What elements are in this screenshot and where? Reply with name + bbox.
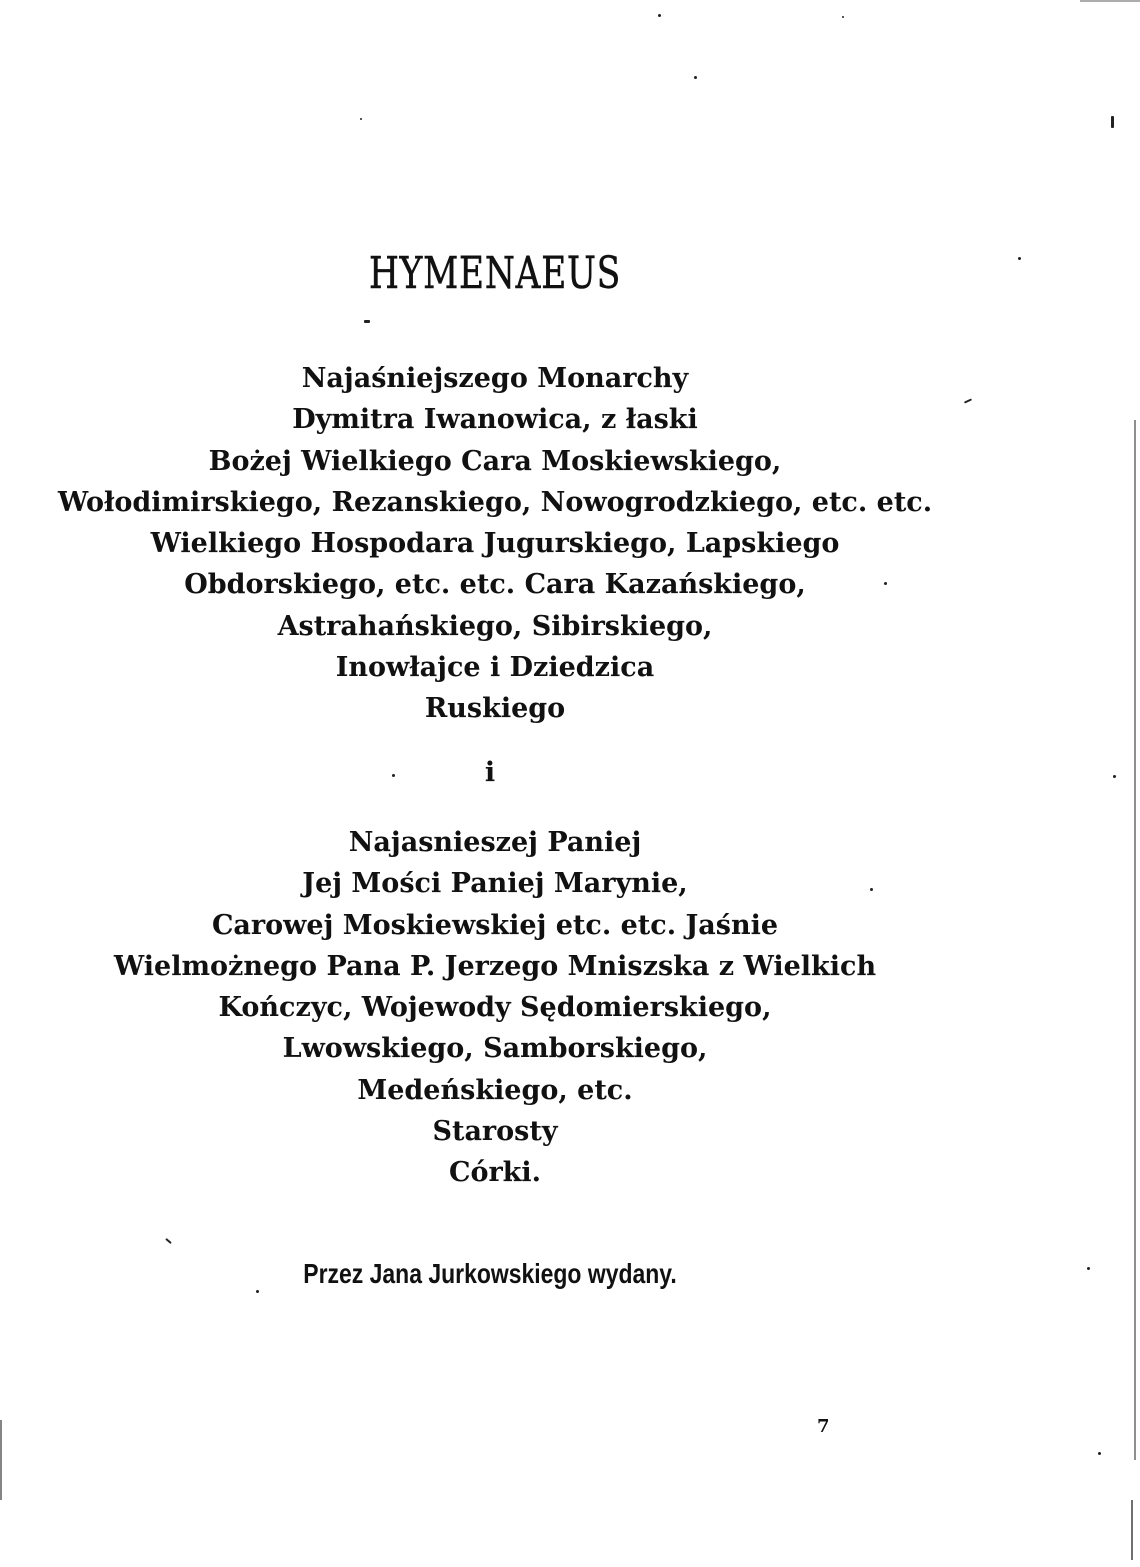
dedication-line: Dymitra Iwanowica, z łaski <box>292 404 698 436</box>
dedication-line: Lwowskiego, Samborskiego, <box>282 1033 708 1065</box>
dedication-line: Jej Mości Paniej Marynie, <box>302 868 688 900</box>
scan-speck <box>842 16 844 18</box>
scan-speck <box>360 118 362 120</box>
page-number: 7 <box>817 1416 830 1437</box>
dedication-line: Wielmożnego Pana P. Jerzego Mniszska z Wielkich <box>113 950 877 982</box>
dedication-line: Najasnieszej Paniej <box>348 827 642 858</box>
dedication-bride <box>0 822 990 1194</box>
dedication-line: Carowej Moskiewskiej etc. etc. Jaśnie <box>211 909 779 941</box>
scan-speck <box>1113 775 1116 778</box>
scan-edge-line <box>1131 1500 1133 1560</box>
scan-speck <box>1098 1452 1101 1455</box>
scan-speck <box>165 1238 172 1244</box>
scan-speck <box>870 888 873 891</box>
dedication-line: Wołodimirskiego, Rezanskiego, Nowogrodzkiego, etc. etc. <box>57 486 933 518</box>
scan-speck <box>364 320 370 323</box>
scan-speck <box>694 76 697 79</box>
dedication-line: Astrahańskiego, Sibirskiego, <box>277 610 713 642</box>
dedication-line: Wielkiego Hospodara Jugurskiego, Lapskiego <box>150 528 840 560</box>
conjunction: i <box>484 757 496 788</box>
scan-speck <box>1111 116 1114 128</box>
scan-speck <box>256 1290 259 1293</box>
scan-speck <box>658 14 661 17</box>
scan-edge-line <box>1134 420 1136 1460</box>
dedication-line: Inowłajce i Dziedzica <box>335 652 655 684</box>
publisher-credit: Przez Jana Jurkowskiego wydany. <box>303 1258 677 1289</box>
dedication-line: Ruskiego <box>424 693 566 725</box>
dedication-line: Starosty <box>432 1116 558 1148</box>
dedication-groom <box>0 358 990 730</box>
dedication-line: Najaśniejszego Monarchy <box>301 363 689 394</box>
scan-edge-line <box>1080 0 1140 2</box>
page-title: HYMENAEUS <box>368 248 622 299</box>
dedication-line: Bożej Wielkiego Cara Moskiewskiego, <box>208 445 782 477</box>
dedication-line: Medeńskiego, etc. <box>357 1074 633 1106</box>
dedication-line: Obdorskiego, etc. etc. Cara Kazańskiego, <box>184 569 806 601</box>
scan-speck <box>392 774 395 777</box>
scan-speck <box>1087 1267 1090 1270</box>
scan-edge-line <box>0 1420 2 1500</box>
dedication-line: Kończyc, Wojewody Sędomierskiego, <box>218 992 772 1024</box>
scan-speck <box>1018 257 1021 260</box>
scan-speck <box>884 582 887 585</box>
dedication-line: Córki. <box>448 1157 542 1189</box>
